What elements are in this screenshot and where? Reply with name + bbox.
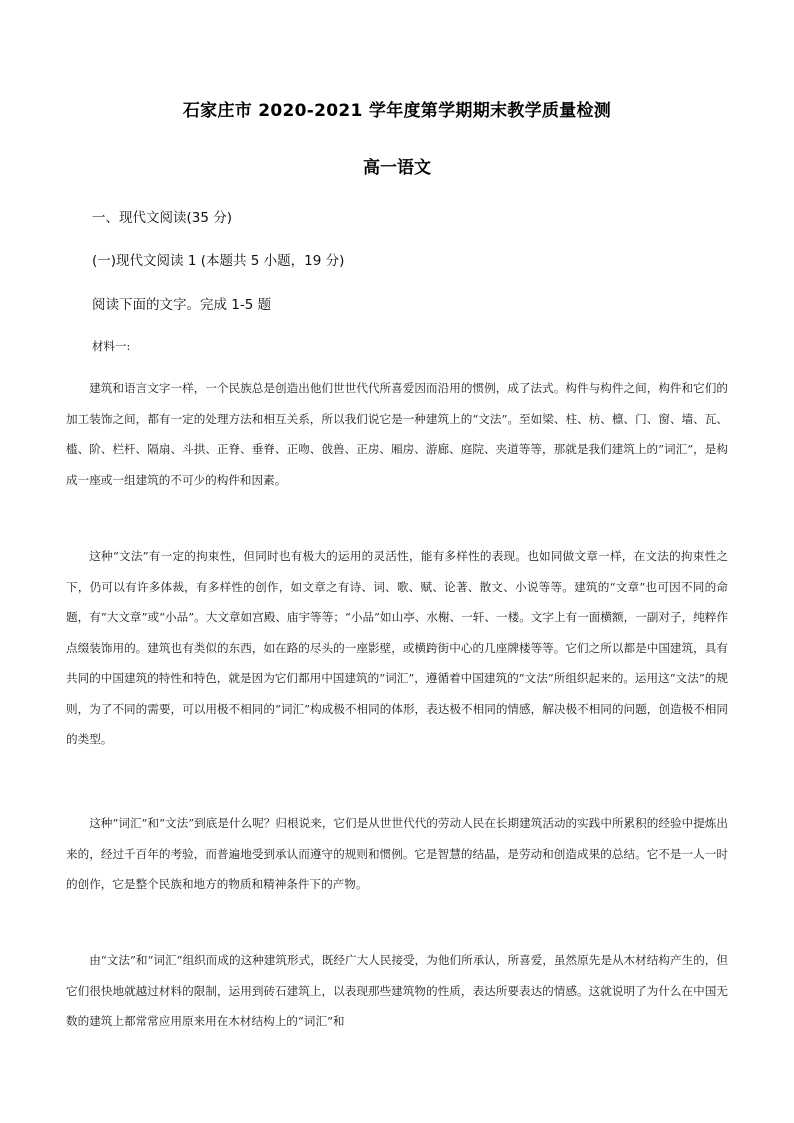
instruction-text: 阅读下面的文字。完成 1-5 题 [92,297,272,313]
paragraph: 这种“词汇”和“文法”到底是什么呢？归根说来，它们是从世世代代的劳动人民在长期建筑活动的实践中所累积的经验中提炼出来的，经过千百年的考验，而普遍地受到承认而遵守的规则和惯例。它是智慧的结晶，是劳动和创造成果的总结。它不是一人一时的创作，它是整个民族和地方的物质和精神条件下的产物。 [66,816,728,891]
material-label: 材料一: [92,339,131,353]
paragraph: 建筑和语言文字一样，一个民族总是创造出他们世世代代所喜爱因而沿用的惯例，成了法式。构件与构件之间，构件和它们的加工装饰之间，都有一定的处理方法和相互关系，所以我们说它是一种建筑上的“文法”。至如梁、柱、枋、檩、门、窗、墙、瓦、槛、阶、栏杆、隔扇、斗拱、正脊、垂脊、正吻、戗兽、正房、厢房、游廊、庭院、夹道等等，那就是我们建筑上的“词汇”，是构成一座或一组建筑的不可少的构件和因素。 [66,381,728,487]
exam-subtitle: 高一语文 [363,158,431,178]
section-heading: 一、现代文阅读(35 分) [92,210,233,226]
paragraph: 这种“文法”有一定的拘束性，但同时也有极大的运用的灵活性，能有多样性的表现。也如同做文章一样，在文法的拘束性之下，仍可以有许多体裁，有多样性的创作，如文章之有诗、词、歌、赋、论著、散文、小说等等。建筑的“文章”也可因不同的命题，有“大文章”或“小品”。大文章如宫殿、庙宇等等；“小品”如山亭、水榭、一轩、一楼。文字上有一面横额，一副对子，纯粹作点缀装饰用的。建筑也有类似的东西，如在路的尽头的一座影壁，或横跨街中心的几座牌楼等等。它们之所以都是中国建筑，具有共同的中国建筑的特性和特色，就是因为它们都用中国建筑的“词汇”，遵循着中国建筑的“文法”所组织起来的。运用这“文法”的规则，为了不同的需要，可以用极不相同的“词汇”构成极不相同的体形，表达极不相同的情感，解决极不相同的问题，创造极不相同的类型。 [66,549,728,746]
paragraph: 由“文法”和“词汇”组织而成的这种建筑形式，既经广大人民接受，为他们所承认，所喜爱，虽然原先是从木材结构产生的，但它们很快地就越过材料的限制，运用到砖石建筑上，以表现那些建筑物的性质，表达所要表达的情感。这就说明了为什么在中国无数的建筑上都常常应用原来用在木材结构上的“词汇”和 [66,953,728,1028]
subsection-heading: (一)现代文阅读 1 (本题共 5 小题，19 分) [92,253,345,269]
exam-title: 石家庄市 2020-2021 学年度第学期期末教学质量检测 [182,101,612,121]
